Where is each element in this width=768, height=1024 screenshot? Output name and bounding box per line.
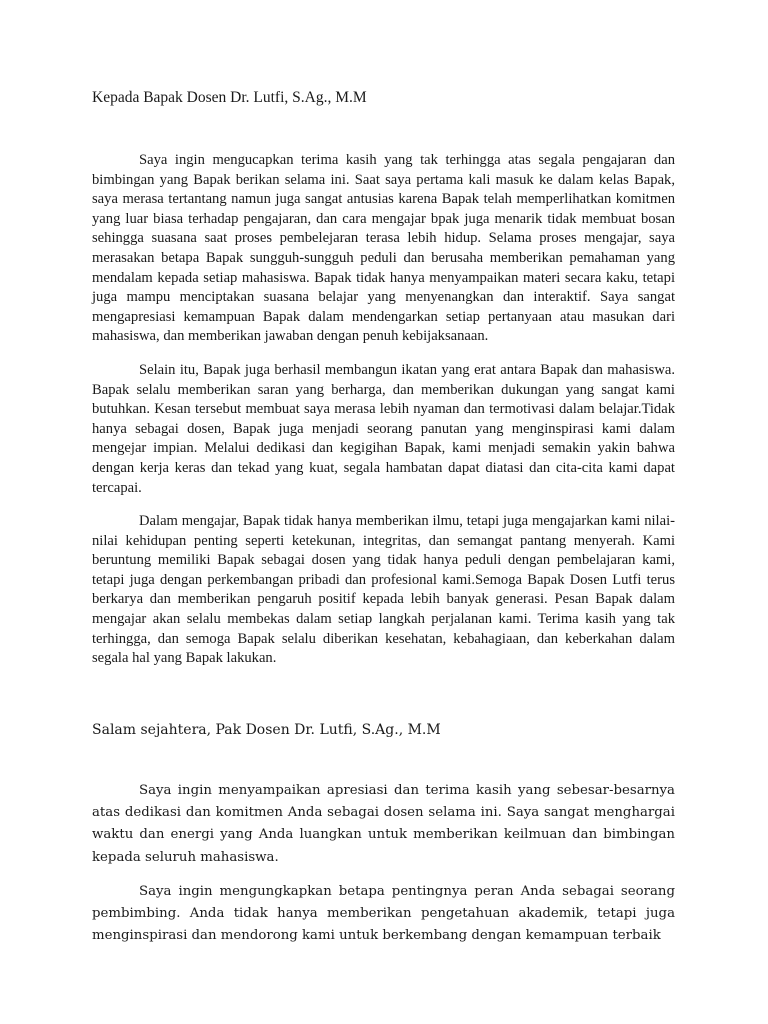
letter-body: [92, 151, 675, 669]
letter-to-dosen: [92, 88, 675, 683]
letter-salam-sejahtera: [92, 720, 675, 959]
letter-paragraph: Dalam mengajar, Bapak tidak hanya memberikan ilmu, tetapi juga mengajarkan kami nilai-nilai kehidupan penting seperti ketekunan, integritas, dan semangat pantang menyerah. Kami beruntung memiliki Bapak sebagai dosen yang tidak hanya peduli dengan pembelajaran kami, tetapi juga dengan perkembangan pribadi dan profesional kami.Semoga Bapak Dosen Lutfi terus berkarya dan memberikan pengaruh positif kepada lebih banyak generasi. Pesan Bapak dalam mengajar akan selalu membekas dalam setiap langkah perjalanan kami. Terima kasih yang tak terhingga, dan semoga Bapak selalu diberikan kesehatan, kebahagiaan, dan keberkahan dalam segala hal yang Bapak lakukan.: [92, 513, 675, 667]
letter-paragraph: Saya ingin menyampaikan apresiasi dan terima kasih yang sebesar-besarnya atas dedikasi dan komitmen Anda sebagai dosen selama ini. Saya sangat menghargai waktu dan energi yang Anda luangkan untuk memberikan keilmuan dan bimbingan kepada seluruh mahasiswa.: [92, 783, 675, 865]
letter-paragraph: Saya ingin mengucapkan terima kasih yang tak terhingga atas segala pengajaran dan bimbingan yang Bapak berikan selama ini. Saat saya pertama kali masuk ke dalam kelas Bapak, saya merasa tertantang namun juga sangat antusias karena Bapak telah memperlihatkan komitmen yang luar biasa terhadap pengajaran, dan cara mengajar bpak juga menarik tidak membuat bosan sehingga suasana saat proses pembelejaran terasa lebih hidup. Selama proses mengajar, saya merasakan betapa Bapak sungguh-sungguh peduli dan berusaha memberikan pemahaman yang mendalam kepada setiap mahasiswa. Bapak tidak hanya menyampaikan materi secara kaku, tetapi juga mampu menciptakan suasana belajar yang menyenangkan dan interaktif. Saya sangat mengapresiasi kemampuan Bapak dalam mendengarkan setiap pertanyaan atau masukan dari mahasiswa, dan memberikan jawaban dengan penuh kebijaksanaan.: [92, 152, 675, 345]
letter-salutation: Salam sejahtera, Pak Dosen Dr. Lutfi, S.Ag., M.M: [92, 722, 441, 738]
letter-paragraph: Selain itu, Bapak juga berhasil membangun ikatan yang erat antara Bapak dan mahasiswa. Bapak selalu memberikan saran yang berharga, dan memberikan dukungan yang sangat kami butuhkan. Kesan tersebut membuat saya merasa lebih nyaman dan termotivasi dalam belajar.Tidak hanya sebagai dosen, Bapak juga menjadi seorang panutan yang menginspirasi kami dalam mengejar impian. Melalui dedikasi dan kegigihan Bapak, kami menjadi semakin yakin bahwa dengan kerja keras dan tekad yang kuat, segala hambatan dapat diatasi dan cita-cita kami dapat tercapai.: [92, 361, 675, 496]
letter-body: [92, 780, 675, 947]
letter-salutation: Kepada Bapak Dosen Dr. Lutfi, S.Ag., M.M: [92, 89, 367, 106]
letter-paragraph: Saya ingin mengungkapkan betapa pentingnya peran Anda sebagai seorang pembimbing. Anda tidak hanya memberikan pengetahuan akademik, tetapi juga menginspirasi dan mendorong kami untuk berkembang dengan kemampuan terbaik: [92, 883, 675, 944]
